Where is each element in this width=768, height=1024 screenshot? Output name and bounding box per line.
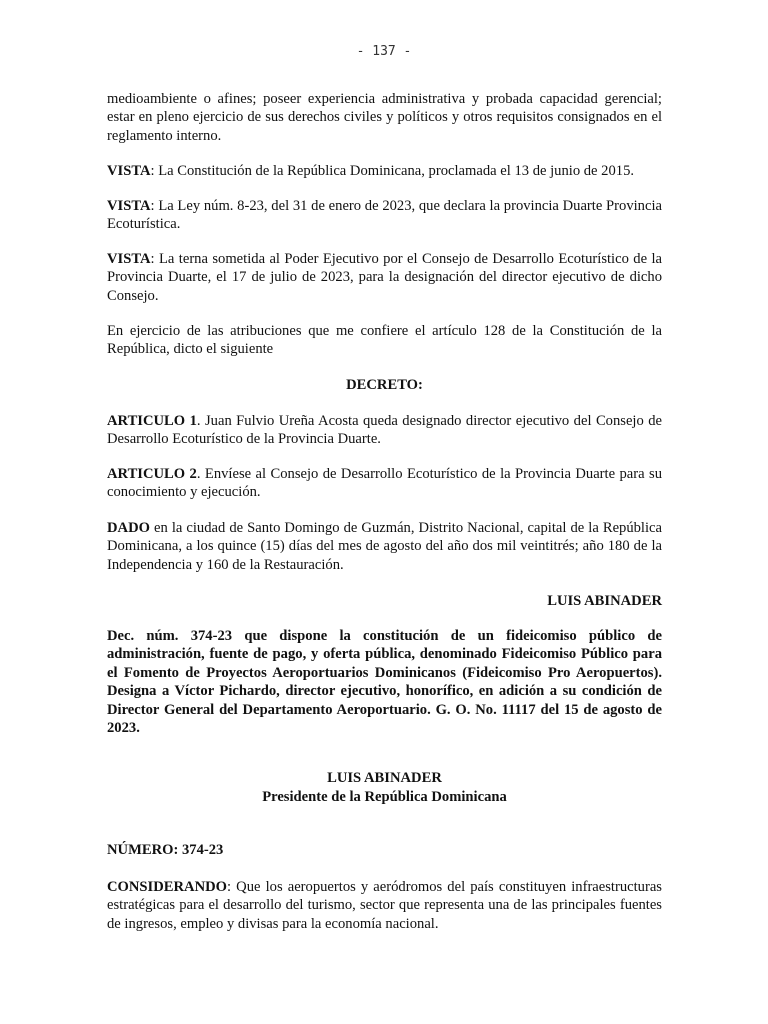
numero-heading: NÚMERO: 374-23 [107,842,224,858]
articulo-1-paragraph [107,412,662,449]
vista-constitucion-paragraph [107,162,662,180]
dado-paragraph [107,519,662,574]
signature: LUIS ABINADER [547,593,662,609]
vista-text: : La terna sometida al Poder Ejecutivo por el Consejo de Desarrollo Ecoturístico de la Provincia Duarte, el 17 de julio de 2023, para la designación del director ejecutivo de dicho Consejo. [107,251,662,304]
vista-ley-paragraph [107,197,662,234]
considerando-label: CONSIDERANDO [107,879,228,895]
page-number: - 137 - [356,44,412,59]
considerando-text: : Que los aeropuertos y aeródromos del país constituyen infraestructuras estratégicas para el desarrollo del turismo, sector que representa una de las principales fuentes de ingresos, empleo y divisas para la economía nacional. [107,879,662,932]
decreto-heading: DECRETO: [346,377,423,393]
dado-label: DADO [107,520,150,536]
vista-label: VISTA [107,251,151,267]
ejercicio-paragraph: En ejercicio de las atribuciones que me confiere el artículo 128 de la Constitución de la República, dicto el siguiente [107,323,662,358]
vista-text: : La Constitución de la República Dominicana, proclamada el 13 de junio de 2015. [150,163,635,179]
considerando-paragraph [107,878,662,933]
articulo-2-paragraph [107,465,662,502]
vista-text: : La Ley núm. 8-23, del 31 de enero de 2023, que declara la provincia Duarte Provincia Ecoturística. [107,198,662,233]
vista-label: VISTA [107,198,151,214]
president-name: LUIS ABINADER [327,770,442,786]
articulo-text: . Juan Fulvio Ureña Acosta queda designado director ejecutivo del Consejo de Desarrollo Ecoturístico de la Provincia Duarte. [107,413,662,448]
dado-text: en la ciudad de Santo Domingo de Guzmán, Distrito Nacional, capital de la República Dominicana, a los quince (15) días del mes de agosto del año dos mil veintitrés; año 180 de la Independencia y 160 de la Restauración. [107,520,662,573]
articulo-label: ARTICULO 2 [107,466,197,482]
vista-label: VISTA [107,163,151,179]
articulo-label: ARTICULO 1 [107,413,197,429]
decree-summary: Dec. núm. 374-23 que dispone la constitución de un fideicomiso público de administración, fuente de pago, y oferta pública, denominado Fideicomiso Público para el Fomento de Proyectos Aeroportuarios Dominicanos (Fideicomiso Pro Aeropuertos). Designa a Víctor Pichardo, director ejecutivo, honorífico, en adición a su condición de Director General del Departamento Aeroportuario. G. O. No. 11117 del 15 de agosto de 2023. [107,628,662,737]
vista-terna-paragraph [107,250,662,305]
president-title: Presidente de la República Dominicana [262,789,507,805]
articulo-text: . Envíese al Consejo de Desarrollo Ecoturístico de la Provincia Duarte para su conocimiento y ejecución. [107,466,662,501]
intro-paragraph: medioambiente o afines; poseer experiencia administrativa y probada capacidad gerencial; estar en pleno ejercicio de sus derechos civiles y políticos y otros requisitos consignados en el reglamento interno. [107,91,662,144]
